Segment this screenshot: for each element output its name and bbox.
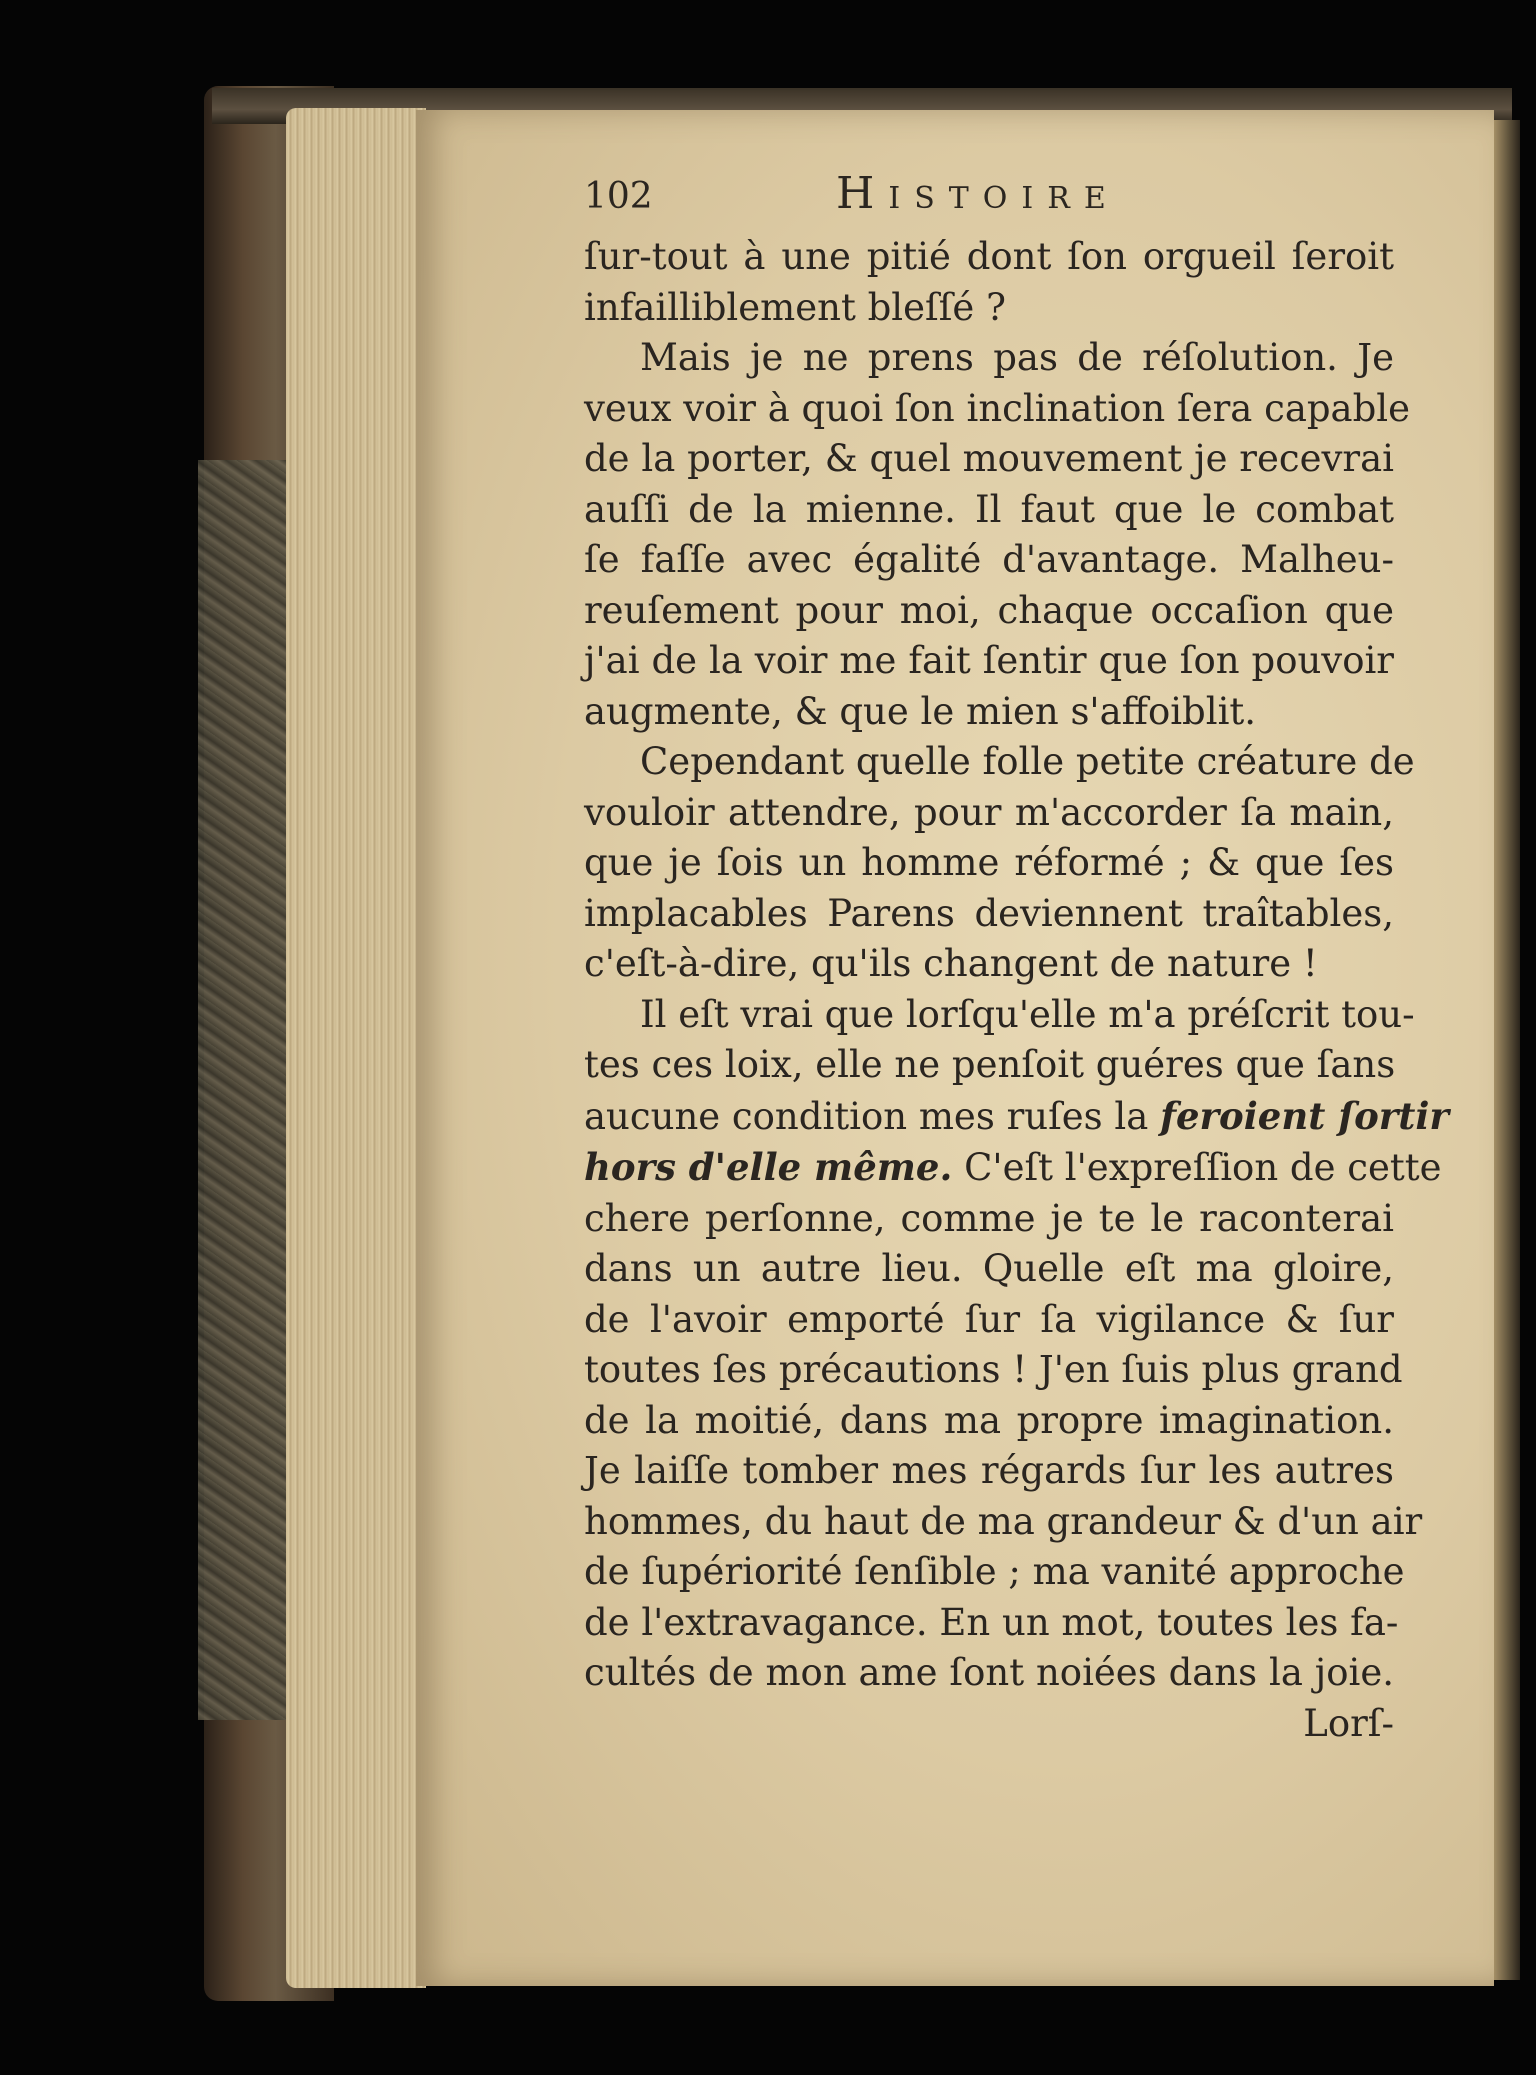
text-line: ſe faſſe avec égalité d'avantage. Malheu- — [584, 538, 1394, 581]
page-title-initial: H — [836, 168, 889, 219]
text-line: Cependant quelle folle petite créature de — [640, 740, 1415, 783]
catchword: Lorſ- — [1303, 1701, 1394, 1745]
text-line — [584, 1142, 1442, 1194]
text-line: j'ai de la voir me fait ſentir que ſon pouvoir — [584, 639, 1394, 682]
text-line: de ſupériorité ſenſible ; ma vanité approche — [584, 1550, 1405, 1593]
text-line: que je ſois un homme réformé ; & que ſes — [584, 841, 1394, 884]
text-line: de l'avoir emporté ſur ſa vigilance & ſur — [584, 1297, 1394, 1341]
text-line: Je laiſſe tomber mes régards ſur les autres — [584, 1449, 1394, 1492]
text-line: ſur-tout à une pitié dont ſon orgueil ſeroit — [584, 235, 1394, 278]
page-edges — [286, 108, 426, 1988]
page-right-edge — [1494, 120, 1520, 1980]
text-line: infailliblement bleſſé ? — [584, 285, 1006, 329]
text-line: de la porter, & quel mouvement je recevrai — [584, 437, 1394, 480]
text-line: Il eſt vrai que lorſqu'elle m'a préſcrit tou- — [640, 992, 1415, 1036]
text-line: augmente, & que le mien s'affoiblit. — [584, 689, 1257, 733]
text-line: dans un autre lieu. Quelle eſt ma gloire, — [584, 1247, 1394, 1290]
page-title — [836, 168, 1120, 219]
text-line: auſſi de la mienne. Il faut que le combat — [584, 487, 1394, 531]
text-line: de la moitié, dans ma propre imagination. — [584, 1398, 1394, 1442]
text-line: c'eſt-à-dire, qu'ils changent de nature ! — [584, 942, 1318, 985]
page-title-rest: ISTOIRE — [888, 181, 1120, 216]
text-line: Mais je ne prens pas de réſolution. Je — [640, 336, 1394, 379]
text-line: de l'extravagance. En un mot, toutes les fa- — [584, 1600, 1399, 1644]
text-line: chere perſonne, comme je te le raconterai — [584, 1196, 1394, 1240]
body-text — [584, 232, 1449, 1749]
text-line: hommes, du haut de ma grandeur & d'un air — [584, 1499, 1423, 1543]
text-segment: aucune condition mes ruſes la — [584, 1094, 1149, 1138]
italic-phrase: hors d'elle même. — [584, 1145, 953, 1189]
text-line: veux voir à quoi ſon inclination ſera capable — [584, 386, 1411, 430]
text-line: tes ces loix, elle ne penſoit guéres que ſans — [584, 1043, 1396, 1086]
text-segment: C'eſt l'expreſſion de cette — [964, 1146, 1442, 1189]
text-line — [584, 1091, 1449, 1143]
text-line: reuſement pour moi, chaque occaſion que — [584, 588, 1394, 632]
book-page — [416, 110, 1494, 1986]
text-line: implacables Parens deviennent traîtables, — [584, 891, 1394, 935]
page-number: 102 — [584, 176, 653, 217]
text-line: vouloir attendre, pour m'accorder ſa main, — [584, 790, 1394, 834]
text-line: cultés de mon ame ſont noiées dans la joie. — [584, 1651, 1394, 1694]
italic-phrase: feroient ſortir — [1160, 1093, 1449, 1138]
running-head — [416, 168, 1494, 232]
text-line: toutes ſes précautions ! J'en ſuis plus grand — [584, 1348, 1403, 1391]
